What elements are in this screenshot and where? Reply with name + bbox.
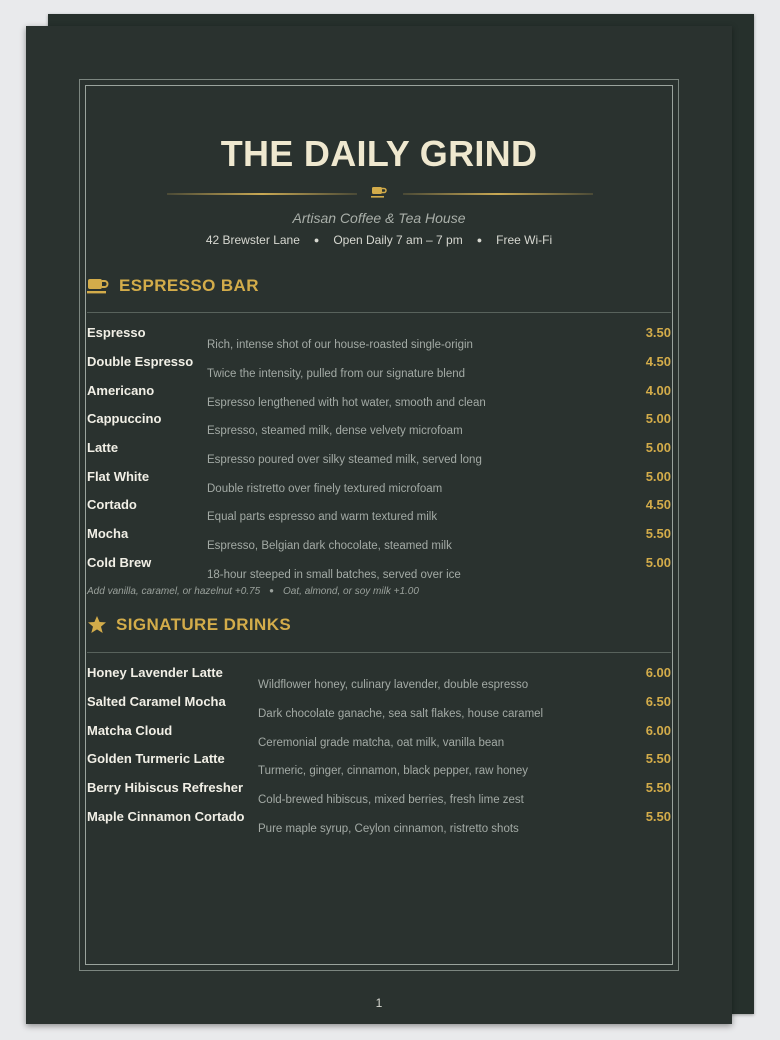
- item-name: Golden Turmeric Latte: [87, 751, 225, 766]
- bullet-separator: ●: [313, 235, 320, 245]
- item-description: 18-hour steeped in small batches, served over ice: [207, 569, 461, 581]
- item-description: Ceremonial grade matcha, oat milk, vanilla bean: [258, 737, 505, 749]
- addons-note: [87, 585, 419, 599]
- menu-item: [87, 354, 671, 382]
- item-price: 4.00: [645, 383, 671, 398]
- item-description: Espresso lengthened with hot water, smooth and clean: [207, 397, 486, 409]
- item-name: Americano: [87, 383, 155, 398]
- item-description: Espresso, Belgian dark chocolate, steamed milk: [207, 540, 452, 552]
- item-description: Turmeric, ginger, cinnamon, black pepper, raw honey: [258, 765, 528, 777]
- item-description: Equal parts espresso and warm textured milk: [207, 511, 438, 523]
- item-name: Flat White: [87, 469, 150, 484]
- bullet-separator: ●: [269, 586, 275, 595]
- section-divider: [87, 652, 671, 653]
- section-header-signature-drinks: [87, 613, 291, 637]
- wifi-note: Free Wi-Fi: [496, 233, 553, 247]
- item-name: Double Espresso: [87, 354, 194, 369]
- menu-item: [87, 325, 671, 353]
- item-price: 5.50: [645, 809, 671, 824]
- menu-item: [87, 665, 671, 693]
- title-ornament: [87, 185, 671, 199]
- item-price: 5.00: [645, 555, 671, 570]
- item-description: Rich, intense shot of our house-roasted single-origin: [207, 339, 473, 351]
- menu-subtitle: Artisan Coffee & Tea House: [292, 210, 466, 226]
- item-name: Espresso: [87, 325, 146, 340]
- item-description: Espresso poured over silky steamed milk, served long: [207, 454, 482, 466]
- item-name: Maple Cinnamon Cortado: [87, 809, 245, 824]
- item-description: Espresso, steamed milk, dense velvety microfoam: [207, 425, 463, 437]
- menu-item: [87, 809, 671, 837]
- section-title: ESPRESSO BAR: [119, 276, 259, 295]
- item-name: Berry Hibiscus Refresher: [87, 780, 244, 795]
- page-number: 1: [375, 996, 383, 1010]
- item-name: Matcha Cloud: [87, 723, 173, 738]
- menu-item: [87, 751, 671, 779]
- section-header-espresso-bar: [87, 274, 259, 298]
- item-price: 4.50: [645, 354, 671, 369]
- item-description: Double ristretto over finely textured microfoam: [207, 483, 443, 495]
- item-name: Cortado: [87, 497, 137, 512]
- addon-syrups: Add vanilla, caramel, or hazelnut +0.75: [87, 586, 261, 597]
- item-description: Pure maple syrup, Ceylon cinnamon, ristretto shots: [258, 823, 519, 835]
- item-name: Latte: [87, 440, 119, 455]
- item-price: 5.00: [645, 440, 671, 455]
- item-name: Mocha: [87, 526, 129, 541]
- item-price: 5.50: [645, 751, 671, 766]
- ornament-line-left: [167, 193, 357, 195]
- addon-milks: Oat, almond, or soy milk +1.00: [283, 586, 419, 597]
- item-price: 5.50: [645, 526, 671, 541]
- coffee-cup-icon: [371, 185, 387, 199]
- menu-item: [87, 497, 671, 525]
- item-description: Dark chocolate ganache, sea salt flakes, house caramel: [258, 708, 544, 720]
- star-icon: [87, 615, 107, 635]
- item-price: 6.00: [645, 665, 671, 680]
- item-name: Cappuccino: [87, 411, 162, 426]
- item-name: Cold Brew: [87, 555, 152, 570]
- ornament-line-right: [403, 193, 593, 195]
- item-name: Salted Caramel Mocha: [87, 694, 226, 709]
- item-description: Wildflower honey, culinary lavender, double espresso: [258, 679, 529, 691]
- item-description: Twice the intensity, pulled from our signature blend: [207, 368, 466, 380]
- menu-item: [87, 526, 671, 554]
- menu-content: [87, 87, 671, 967]
- menu-item: [87, 411, 671, 439]
- item-price: 4.50: [645, 497, 671, 512]
- menu-title: THE DAILY GRIND: [220, 133, 538, 174]
- item-price: 6.50: [645, 694, 671, 709]
- menu-item: [87, 780, 671, 808]
- menu-item: [87, 694, 671, 722]
- menu-item: [87, 469, 671, 497]
- item-description: Cold-brewed hibiscus, mixed berries, fresh lime zest: [258, 794, 524, 806]
- menu-item: [87, 723, 671, 751]
- item-price: 6.00: [645, 723, 671, 738]
- item-name: Honey Lavender Latte: [87, 665, 223, 680]
- opening-hours: Open Daily 7 am – 7 pm: [333, 233, 463, 247]
- menu-item: [87, 440, 671, 468]
- info-line: [87, 232, 671, 249]
- item-price: 5.00: [645, 469, 671, 484]
- item-price: 5.00: [645, 411, 671, 426]
- bullet-separator: ●: [476, 235, 483, 245]
- menu-page: [26, 26, 732, 1024]
- menu-item: [87, 383, 671, 411]
- menu-item: [87, 555, 671, 583]
- section-title: SIGNATURE DRINKS: [116, 615, 292, 634]
- address: 42 Brewster Lane: [205, 233, 300, 247]
- item-price: 5.50: [645, 780, 671, 795]
- section-divider: [87, 312, 671, 313]
- coffee-cup-icon: [87, 277, 109, 295]
- item-price: 3.50: [645, 325, 671, 340]
